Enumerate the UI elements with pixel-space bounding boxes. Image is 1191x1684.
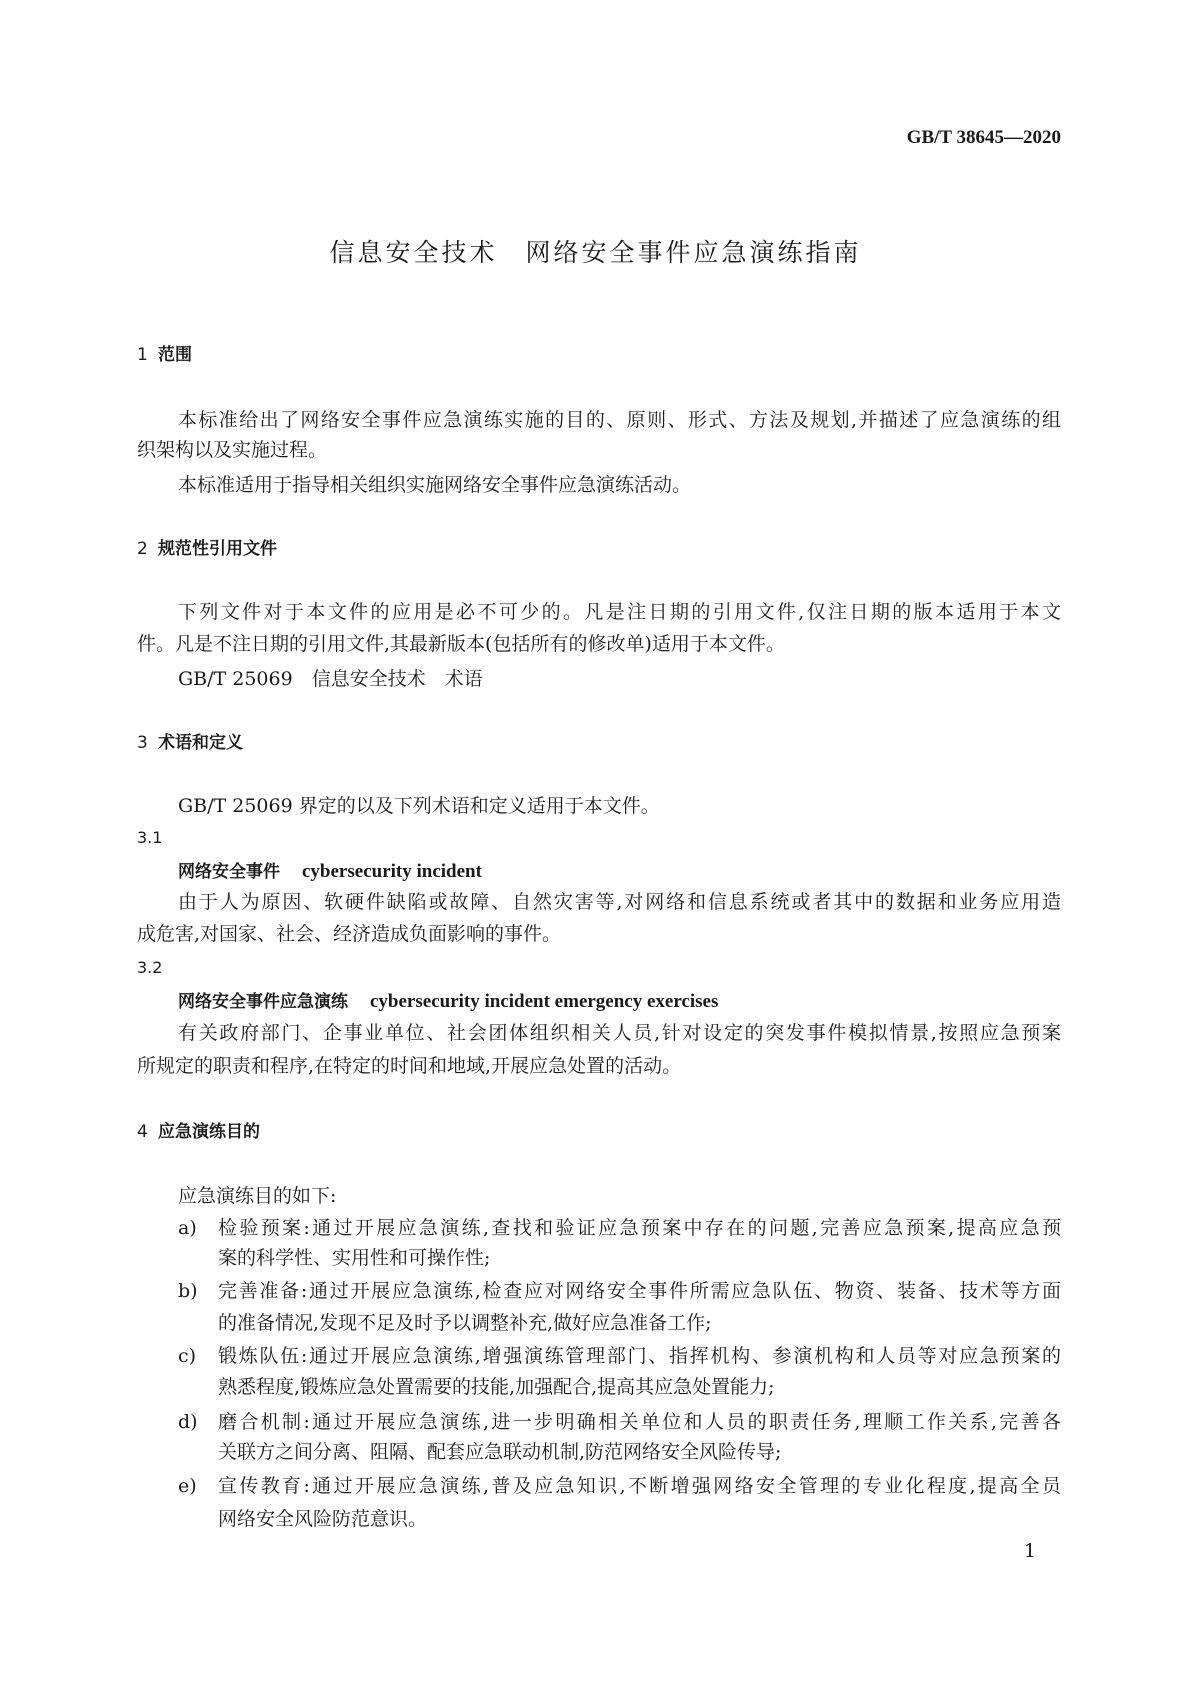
term-en: cybersecurity incident (302, 861, 482, 882)
term-zh: 网络安全事件 (178, 862, 280, 882)
list-item-line: 检验预案:通过开展应急演练,查找和验证应急预案中存在的问题,完善应急预案,提高应急预 (218, 1217, 1061, 1239)
paragraph: 本标准适用于指导相关组织实施网络安全事件应急演练活动。 (178, 474, 692, 496)
list-intro: 应急演练目的如下: (178, 1185, 337, 1207)
section-number: 2 (137, 539, 148, 559)
definition-line: 所规定的职责和程序,在特定的时间和地域,开展应急处置的活动。 (137, 1055, 682, 1077)
paragraph-line: 下列文件对于本文件的应用是必不可少的。凡是注日期的引用文件,仅注日期的版本适用于本文 (178, 601, 1061, 623)
section-number: 4 (137, 1122, 148, 1142)
section-heading-1 (137, 343, 192, 367)
section-number: 3 (137, 733, 148, 753)
list-item-line: 完善准备:通过开展应急演练,检查应对网络安全事件所需应急队伍、物资、装备、技术等方面 (218, 1280, 1061, 1302)
term-heading (178, 860, 482, 884)
page-number: 1 (1024, 1540, 1037, 1562)
list-item-line: 的准备情况,发现不足及时予以调整补充,做好应急准备工作; (218, 1312, 712, 1334)
list-item-line: 案的科学性、实用性和可操作性; (218, 1247, 491, 1269)
term-number: 3.2 (137, 958, 163, 977)
list-label: a) (178, 1217, 197, 1239)
list-item-line: 网络安全风险防范意识。 (218, 1508, 428, 1530)
paragraph: GB/T 25069 界定的以及下列术语和定义适用于本文件。 (178, 795, 660, 817)
list-item-line: 熟悉程度,锻炼应急处置需要的技能,加强配合,提高其应急处置能力; (218, 1376, 775, 1398)
list-label: b) (178, 1280, 198, 1302)
list-item-line: 关联方之间分离、阻隔、配套应急联动机制,防范网络安全风险传导; (218, 1441, 782, 1463)
section-heading-3 (137, 731, 243, 755)
paragraph-line: 织架构以及实施过程。 (137, 439, 328, 461)
section-title: 规范性引用文件 (158, 539, 277, 559)
term-zh: 网络安全事件应急演练 (178, 992, 348, 1012)
section-number: 1 (137, 345, 148, 365)
list-label: d) (178, 1411, 198, 1433)
section-title: 应急演练目的 (158, 1122, 260, 1142)
section-title: 术语和定义 (158, 733, 243, 753)
section-heading-2 (137, 537, 277, 561)
term-number: 3.1 (137, 828, 163, 847)
list-label: e) (178, 1475, 197, 1497)
list-item-line: 锻炼队伍:通过开展应急演练,增强演练管理部门、指挥机构、参演机构和人员等对应急预案的 (218, 1345, 1061, 1367)
definition-line: 有关政府部门、企事业单位、社会团体组织相关人员,针对设定的突发事件模拟情景,按照应急预案 (178, 1022, 1061, 1044)
list-label: c) (178, 1345, 197, 1367)
list-item-line: 宣传教育:通过开展应急演练,普及应急知识,不断增强网络安全管理的专业化程度,提高全员 (218, 1475, 1061, 1497)
section-heading-4 (137, 1120, 260, 1144)
list-item-line: 磨合机制:通过开展应急演练,进一步明确相关单位和人员的职责任务,理顺工作关系,完善各 (218, 1411, 1061, 1433)
paragraph-line: 件。凡是不注日期的引用文件,其最新版本(包括所有的修改单)适用于本文件。 (137, 633, 785, 655)
definition-line: 成危害,对国家、社会、经济造成负面影响的事件。 (137, 923, 562, 945)
definition-line: 由于人为原因、软硬件缺陷或故障、自然灾害等,对网络和信息系统或者其中的数据和业务应用造 (178, 891, 1061, 913)
paragraph-line: 本标准给出了网络安全事件应急演练实施的目的、原则、形式、方法及规划,并描述了应急演练的组 (178, 409, 1061, 431)
term-heading (178, 990, 718, 1014)
section-title: 范围 (158, 345, 192, 365)
standard-number: GB/T 38645—2020 (906, 127, 1061, 148)
normative-reference: GB/T 25069 信息安全技术 术语 (178, 668, 483, 690)
term-en: cybersecurity incident emergency exercises (370, 991, 719, 1012)
page-title: 信息安全技术 网络安全事件应急演练指南 (329, 238, 862, 267)
